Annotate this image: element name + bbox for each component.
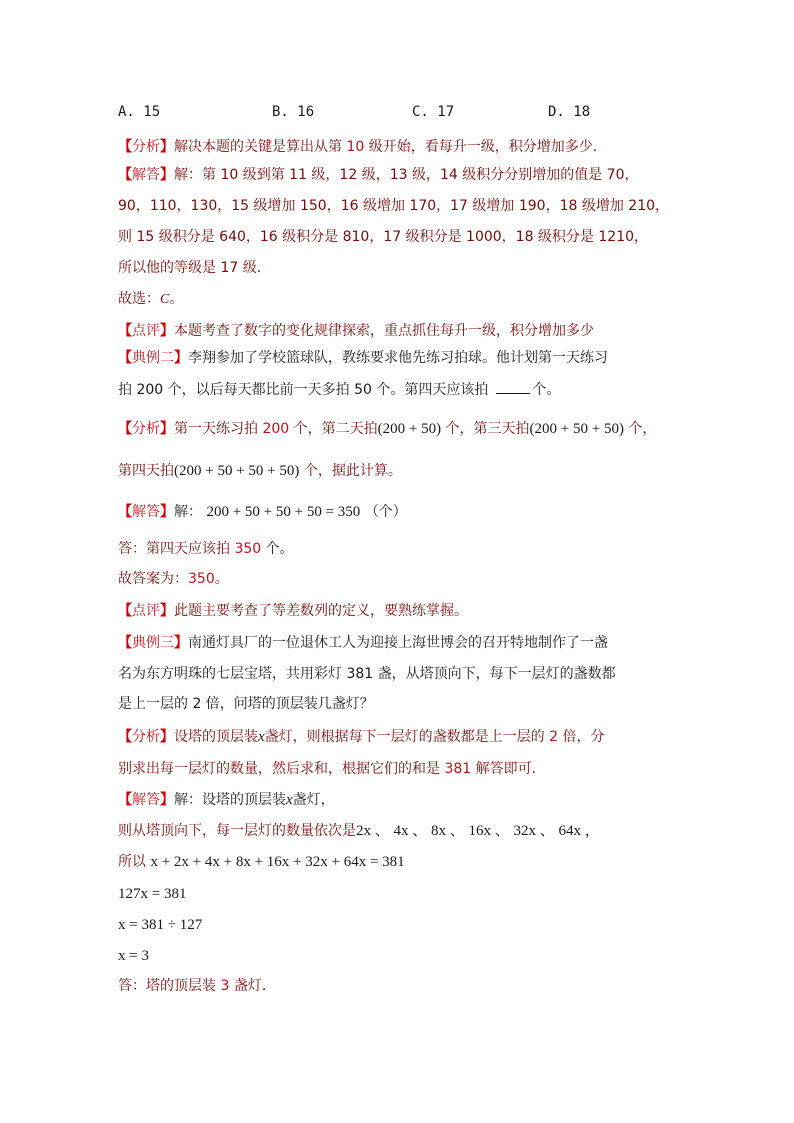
comment-label: 点评 [132,323,160,339]
ex1-comment: 【点评】本题考查了数字的变化规律探索，重点抓住每升一级，积分增加多少 [118,323,594,339]
ex3-question-line2: 名为东方明珠的七层宝塔，共用彩灯 381 盏，从塔顶向下，每下一层灯的盏数都 [118,666,616,682]
example-label: 典例二 [132,350,174,366]
ex3-solution-line3: 所以 x + 2x + 4x + 8x + 16x + 32x + 64x = 381 [118,854,405,870]
ex3-step3: x = 3 [118,948,149,964]
ex3-analysis-line2: 别求出每一层灯的数量，然后求和，根据它们的和是 381 解答即可． [118,761,546,777]
ex2-analysis-line2: 第四天拍(200 + 50 + 50 + 50) 个，据此计算。 [118,463,402,479]
ex3-step2: x = 381 ÷ 127 [118,917,203,933]
ex2-final-answer: 故答案为：350。 [118,571,229,587]
ex1-solution: 【解答】解：第 10 级到第 11 级，12 级，13 级，14 级积分分别增加的值是 70， [118,167,639,183]
example-label: 典例三 [132,635,174,651]
ex2-solution: 【解答】解： 200 + 50 + 50 + 50 = 350 （个） [118,504,407,520]
analysis-label: 分析 [132,139,160,155]
ex2-comment: 【点评】此题主要考查了等差数列的定义，要熟练掌握。 [118,603,468,619]
option-c: C. 17 [412,104,455,120]
option-b: B. 16 [272,104,315,120]
ex1-solution-line2: 90，110，130，15 级增加 150，16 级增加 170，17 级增加 190，18 级增加 210， [118,198,670,214]
solution-label: 解答 [132,167,160,183]
ex3-answer: 答：塔的顶层装 3 盏灯． [118,978,276,994]
ex2-answer: 答：第四天应该拍 350 个。 [118,541,294,557]
ex1-solution-line3: 则 15 级积分是 640，16 级积分是 810，17 级积分是 1000，18 级积分是 1210， [118,229,649,245]
ex1-analysis: 【分析】解决本题的关键是算出从第 10 级开始，看每升一级，积分增加多少． [118,139,607,155]
ex3-question-line3: 是上一层的 2 倍，问塔的顶层装几盏灯？ [118,696,374,712]
ex3-analysis: 【分析】设塔的顶层装x盏灯，则根据每下一层灯的盏数都是上一层的 2 倍，分 [118,729,605,745]
ex1-choice: 故选：C。 [118,291,184,307]
ex2-analysis: 【分析】第一天练习拍 200 个，第二天拍(200 + 50) 个，第三天拍(200 + 50 + 50) 个， [118,421,657,437]
ex3-solution-line2: 则从塔顶向下，每一层灯的数量依次是2x 、 4x 、 8x 、 16x 、 32x 、 64x ， [118,823,600,839]
ex2-question: 【典例二】李翔参加了学校篮球队，教练要求他先练习拍球。他计划第一天练习 [118,350,608,366]
ex3-question: 【典例三】南通灯具厂的一位退休工人为迎接上海世博会的召开特地制作了一盏 [118,635,608,651]
option-a: A. 15 [118,104,161,120]
ex2-question-line2: 拍 200 个，以后每天都比前一天多拍 50 个。第四天应该拍 个。 [118,382,561,398]
option-d: D. 18 [548,104,591,120]
ex3-step1: 127x = 381 [118,886,187,902]
answer-blank [496,380,530,394]
ex1-solution-line4: 所以他的等级是 17 级． [118,260,271,276]
ex3-solution: 【解答】解：设塔的顶层装x盏灯， [118,792,335,808]
